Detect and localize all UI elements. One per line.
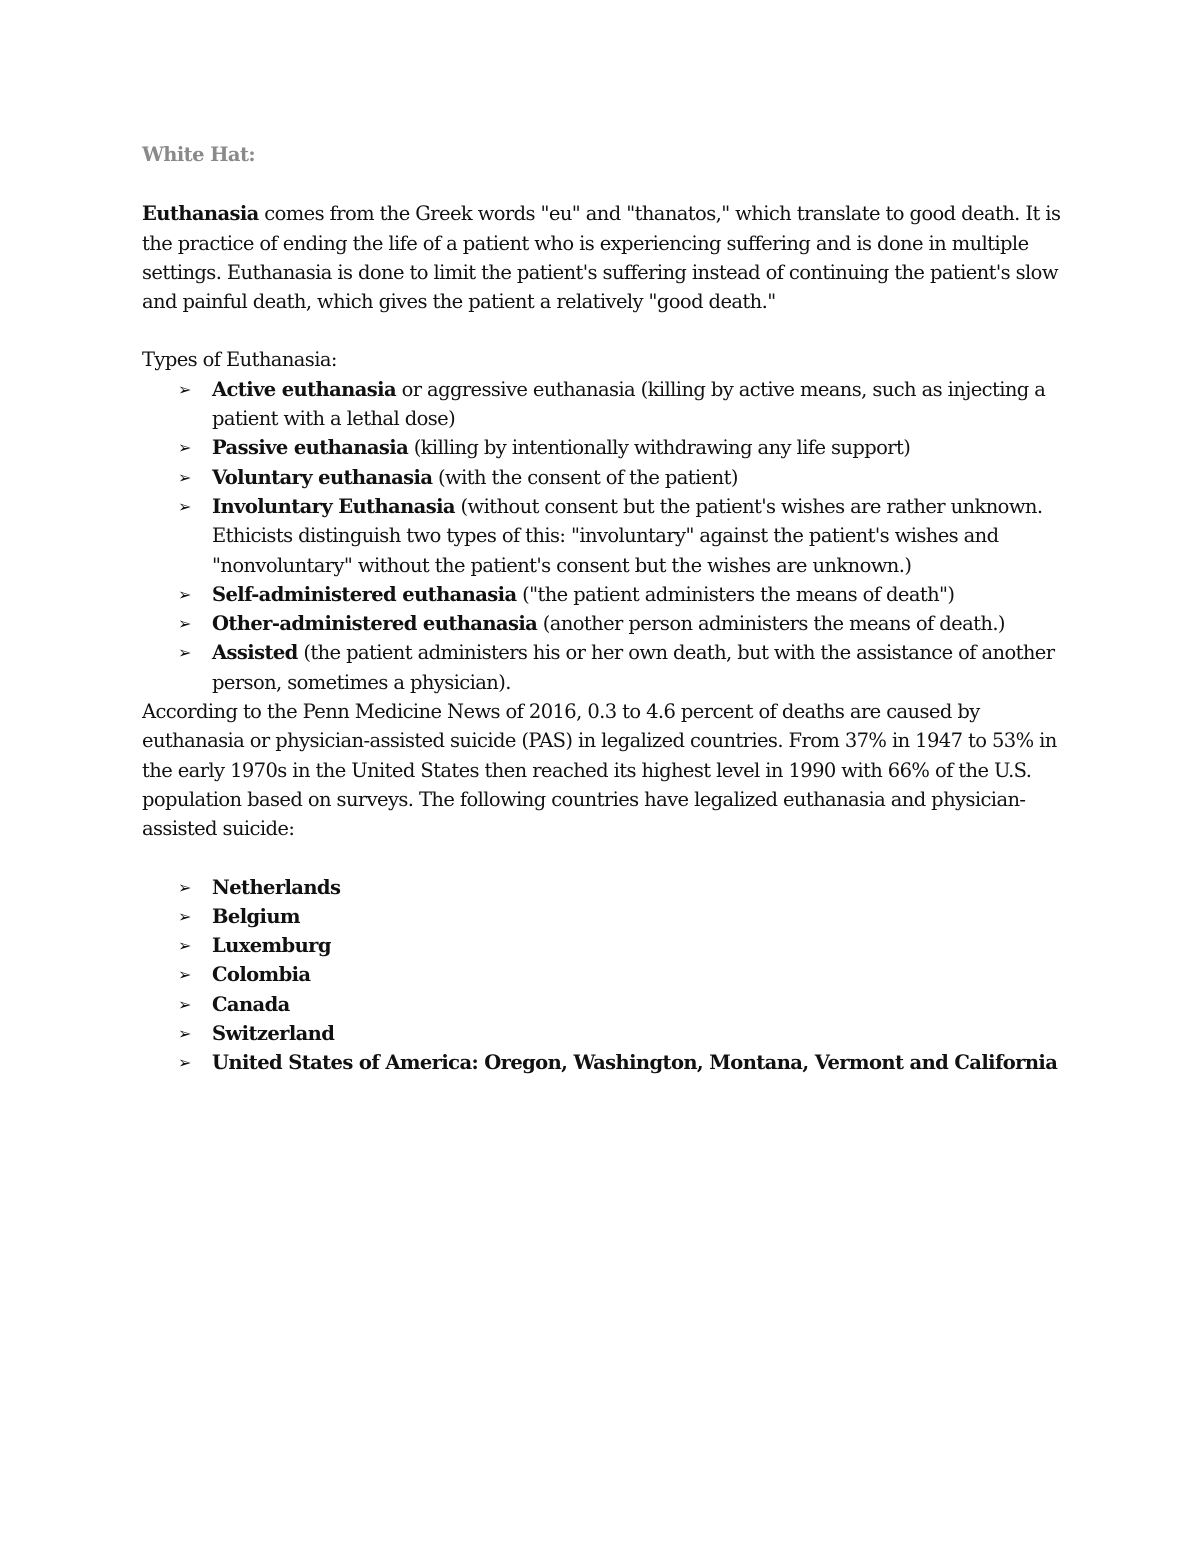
- list-item: [142, 433, 1062, 462]
- countries-list: [142, 873, 1062, 1078]
- arrow-bullet-icon: ➢: [178, 1053, 191, 1073]
- country-name: Colombia: [212, 963, 311, 987]
- type-term: Active euthanasia: [212, 377, 396, 401]
- type-term: Self-administered euthanasia: [212, 582, 517, 606]
- list-item: [142, 580, 1062, 609]
- list-item: [142, 990, 1062, 1019]
- arrow-bullet-icon: ➢: [178, 438, 191, 458]
- list-item: [142, 638, 1062, 697]
- arrow-bullet-icon: ➢: [178, 584, 191, 604]
- type-text: ("the patient administers the means of death"): [516, 582, 955, 606]
- arrow-bullet-icon: ➢: [178, 379, 191, 399]
- list-item: [142, 902, 1062, 931]
- types-list: [142, 375, 1062, 697]
- intro-paragraph: [142, 199, 1062, 316]
- type-text: (killing by intentionally withdrawing any life support): [408, 436, 911, 460]
- type-term: Involuntary Euthanasia: [212, 494, 455, 518]
- arrow-bullet-icon: ➢: [178, 965, 191, 985]
- list-item: [142, 931, 1062, 960]
- list-item: [142, 463, 1062, 492]
- arrow-bullet-icon: ➢: [178, 994, 191, 1014]
- list-item: [142, 960, 1062, 989]
- arrow-bullet-icon: ➢: [178, 1024, 191, 1044]
- arrow-bullet-icon: ➢: [178, 936, 191, 956]
- type-text: (with the consent of the patient): [432, 465, 738, 489]
- list-item: [142, 1019, 1062, 1048]
- country-name: Netherlands: [212, 875, 341, 899]
- intro-term: Euthanasia: [142, 202, 259, 226]
- list-item: [142, 375, 1062, 434]
- country-name: Belgium: [212, 904, 300, 928]
- country-name: Luxemburg: [212, 934, 331, 958]
- country-name: Canada: [212, 992, 290, 1016]
- type-term: Voluntary euthanasia: [212, 465, 433, 489]
- list-item: [142, 1048, 1062, 1077]
- intro-text: comes from the Greek words "eu" and "thanatos," which translate to good death. It is the practice of ending the life of a patient who is experiencing suffering and is done in multiple settings. Euthanasia is done to limit the patient's suffering instead of continuing the patient's slow and painful death, which gives the patient a relatively "good death.": [142, 202, 1061, 314]
- type-text: or aggressive euthanasia (killing by active means, such as injecting a patient with a lethal dose): [212, 377, 1046, 431]
- type-text: (without consent but the patient's wishes are rather unknown. Ethicists distinguish two types of this: "involuntary" against the patient's wishes and "nonvoluntary" without the patient's consent but the wishes are unknown.): [212, 494, 1043, 577]
- arrow-bullet-icon: ➢: [178, 643, 191, 663]
- arrow-bullet-icon: ➢: [178, 496, 191, 516]
- type-text: (the patient administers his or her own death, but with the assistance of another person, sometimes a physician).: [212, 641, 1055, 694]
- list-item: [142, 492, 1062, 580]
- arrow-bullet-icon: ➢: [178, 614, 191, 634]
- type-term: Passive euthanasia: [212, 436, 409, 460]
- list-item: [142, 609, 1062, 638]
- type-term: Assisted: [212, 641, 298, 665]
- country-name: Switzerland: [212, 1022, 335, 1046]
- type-term: Other-administered euthanasia: [212, 612, 538, 636]
- section-heading: White Hat:: [142, 143, 255, 166]
- types-title: Types of Euthanasia:: [142, 348, 337, 372]
- type-text: (another person administers the means of death.): [537, 612, 1005, 636]
- arrow-bullet-icon: ➢: [178, 467, 191, 487]
- arrow-bullet-icon: ➢: [178, 906, 191, 926]
- country-name: United States of America: Oregon, Washington, Montana, Vermont and California: [212, 1051, 1058, 1075]
- arrow-bullet-icon: ➢: [178, 877, 191, 897]
- document-page: [142, 140, 1062, 1078]
- list-item: [142, 873, 1062, 902]
- stats-paragraph: According to the Penn Medicine News of 2016, 0.3 to 4.6 percent of deaths are caused by euthanasia or physician-assisted suicide (PAS) in legalized countries. From 37% in 1947 to 53% in the early 1970s in the United States then reached its highest level in 1990 with 66% of the U.S. population based on surveys. The following countries have legalized euthanasia and physician-assisted suicide:: [142, 700, 1057, 841]
